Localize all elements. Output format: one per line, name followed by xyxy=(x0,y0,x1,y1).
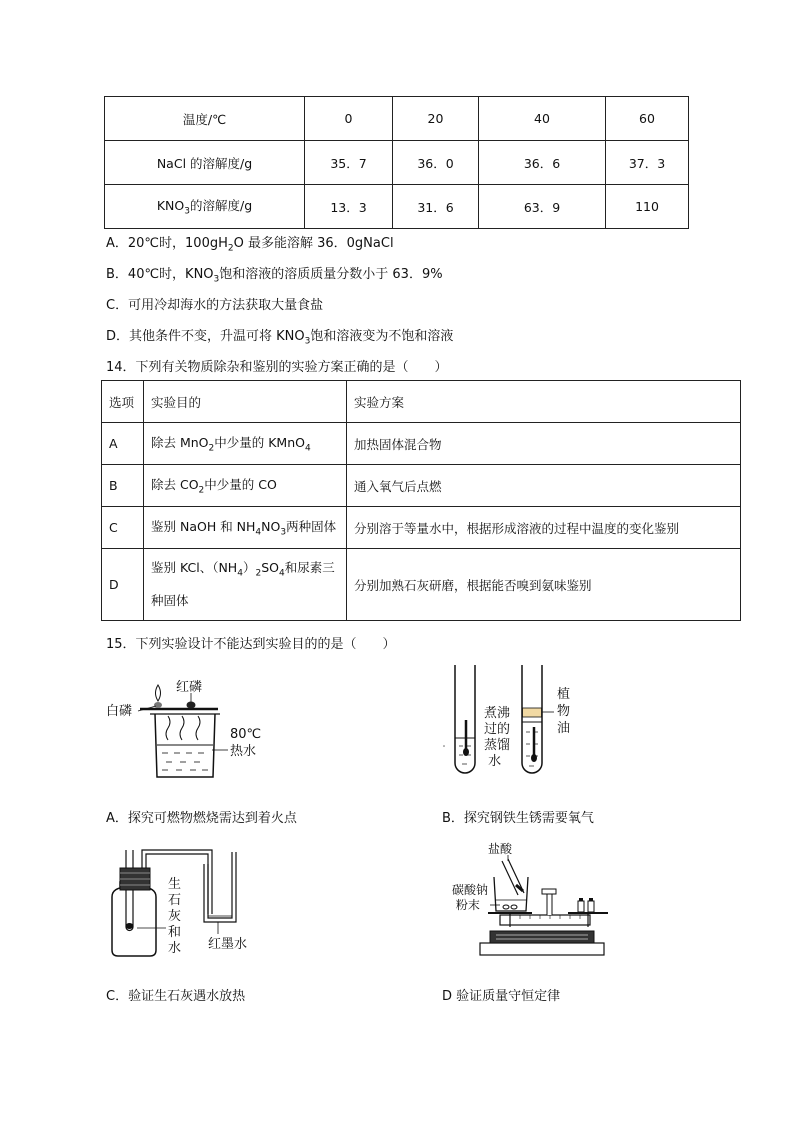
red-ink-label: 红墨水 xyxy=(208,937,248,952)
option-a: A．20℃时，$100gH_2O$ 最多能溶解 36．0gNaCl xyxy=(106,236,394,254)
table-header-cell: 20 xyxy=(393,97,479,141)
plan-cell: 分别溶于等量水中，根据形成溶液的过程中温度的变化鉴别 xyxy=(347,507,741,549)
option-cell: C xyxy=(102,507,144,549)
purpose-cell: 鉴别 KCl、$(NH_4)_2SO_4$和尿素三 种固体 xyxy=(144,549,347,621)
table-header-cell: 温度/℃ xyxy=(105,97,305,141)
figure-a-caption: A．探究可燃物燃烧需达到着火点 xyxy=(106,811,297,826)
table-cell: 110 xyxy=(606,185,689,229)
table-cell: 37．3 xyxy=(606,141,689,185)
plan-cell: 加热固体混合物 xyxy=(347,423,741,465)
sodium-carbonate-label: 碳酸钠 粉末 xyxy=(452,883,489,912)
option-d: D．其他条件不变，升温可将 $KNO_3$饱和溶液变为不饱和溶液 xyxy=(106,329,454,347)
table-row xyxy=(102,507,741,549)
option-c: C．可用冷却海水的方法获取大量食盐 xyxy=(106,298,324,313)
table-row-label: NaCl 的溶解度/g xyxy=(105,141,305,185)
quicklime-water-label: 生 石 灰 和 水 xyxy=(168,877,182,956)
table-row xyxy=(102,549,741,621)
table-row-label: $KNO_3$的溶解度/g xyxy=(105,185,305,229)
boiled-water-label: 煮沸 过的 蒸馏 水 xyxy=(484,706,511,769)
table-cell: 35．7 xyxy=(305,141,393,185)
question-15-stem: 15．下列实验设计不能达到实验目的的是（ ） xyxy=(106,637,396,652)
table-header-cell: 60 xyxy=(606,97,689,141)
table-cell: 36．6 xyxy=(479,141,606,185)
table-row xyxy=(105,97,689,141)
purpose-cell: 除去 $CO_2$中少量的 CO xyxy=(144,465,347,507)
solubility-table xyxy=(104,96,689,229)
red-phosphorus-label: 红磷 xyxy=(176,680,203,695)
figure-c-caption: C．验证生石灰遇水放热 xyxy=(106,989,246,1004)
table-cell: 13．3 xyxy=(305,185,393,229)
option-b: B．40℃时，$KNO_3$饱和溶液的溶质质量分数小于 63．9% xyxy=(106,267,443,285)
purpose-cell: 鉴别 NaOH 和 $NH_4NO_3$两种固体 xyxy=(144,507,347,549)
table-cell: 63．9 xyxy=(479,185,606,229)
table-header-cell: 0 xyxy=(305,97,393,141)
temperature-label: 80℃ xyxy=(230,727,262,742)
option-cell: A xyxy=(102,423,144,465)
table-header-cell: 实验方案 xyxy=(347,381,741,423)
question-14-stem: 14．下列有关物质除杂和鉴别的实验方案正确的是（ ） xyxy=(106,360,448,375)
balance-apparatus-figure xyxy=(470,855,620,965)
table-header-cell: 实验目的 xyxy=(144,381,347,423)
option-cell: B xyxy=(102,465,144,507)
table-header-cell: 选项 xyxy=(102,381,144,423)
table-row xyxy=(105,185,689,229)
table-header-cell: 40 xyxy=(479,97,606,141)
table-row xyxy=(102,465,741,507)
experiment-table xyxy=(101,380,741,621)
option-cell: D xyxy=(102,549,144,621)
table-cell: 31．6 xyxy=(393,185,479,229)
purpose-cell: 除去 MnO$_2$中少量的 KMnO$_4$ xyxy=(144,423,347,465)
hot-water-label: 热水 xyxy=(230,744,257,759)
plan-cell: 分别加熟石灰研磨，根据能否嗅到氨味鉴别 xyxy=(347,549,741,621)
white-phosphorus-label: 白磷 xyxy=(106,704,133,719)
table-cell: 36．0 xyxy=(393,141,479,185)
table-row xyxy=(105,141,689,185)
figure-d-caption: D 验证质量守恒定律 xyxy=(442,989,561,1004)
table-row xyxy=(102,423,741,465)
hydrochloric-acid-label: 盐酸 xyxy=(488,842,513,856)
figure-b-caption: B．探究钢铁生锈需要氧气 xyxy=(442,811,594,826)
plant-oil-label: 植 物 油 xyxy=(557,687,571,736)
plan-cell: 通入氧气后点燃 xyxy=(347,465,741,507)
table-row xyxy=(102,381,741,423)
